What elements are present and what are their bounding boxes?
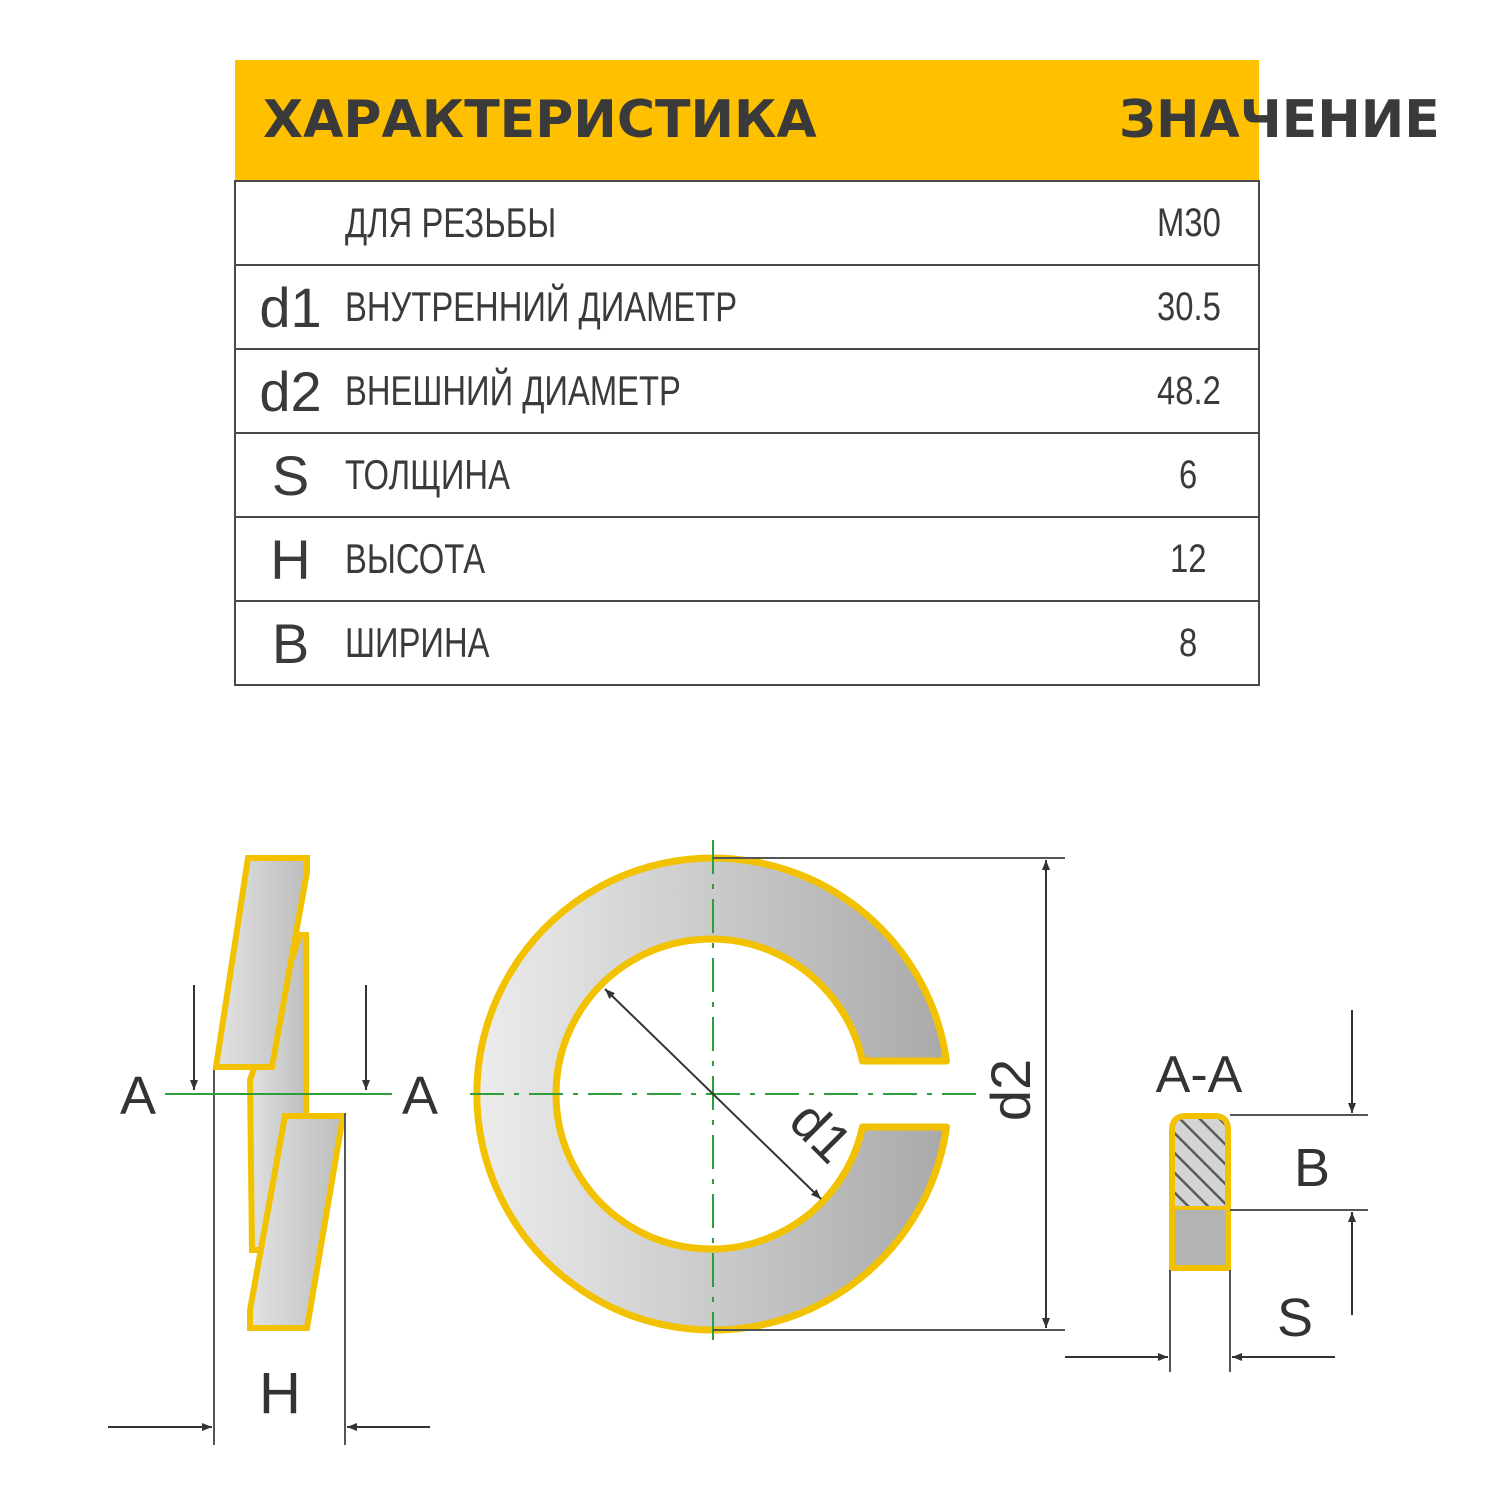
section-title: A-A [1155,1046,1243,1104]
row-value-text: 6 [1179,452,1198,497]
front-view [470,840,1065,1340]
d2-label: d2 [979,1058,1042,1122]
section-label-right: A [401,1066,439,1126]
row-symbol: d1 [235,265,345,349]
height-label: H [259,1361,301,1426]
thickness-label: S [1276,1288,1314,1348]
row-name-text: ВНЕШНИЙ ДИАМЕТР [345,367,681,414]
section-view [1065,1010,1368,1372]
row-value-text: 12 [1170,536,1207,581]
row-symbol: B [235,601,345,685]
section-plain-part [1172,1208,1228,1268]
row-value-text: 8 [1179,620,1198,665]
d1-label: d1 [778,1089,864,1175]
row-symbol: S [235,433,345,517]
row-value-text: 30.5 [1156,284,1221,329]
row-symbol: H [235,517,345,601]
header-characteristic: ХАРАКТЕРИСТИКА [263,90,817,150]
width-label: B [1293,1138,1331,1198]
row-name-text: ДЛЯ РЕЗЬБЫ [345,199,557,246]
row-name-text: ШИРИНА [345,619,490,666]
section-label-left: A [119,1066,157,1126]
row-value-text: 48.2 [1156,368,1221,413]
side-view [108,858,438,1445]
row-symbol: d2 [235,349,345,433]
row-name-text: ВНУТРЕННИЙ ДИАМЕТР [345,283,738,330]
row-name-text: ТОЛЩИНА [345,451,510,498]
header-value: ЗНАЧЕНИЕ [1119,90,1440,150]
section-hatched-part [1172,1116,1228,1208]
row-name-text: ВЫСОТА [345,535,486,582]
row-value-text: M30 [1156,200,1221,245]
